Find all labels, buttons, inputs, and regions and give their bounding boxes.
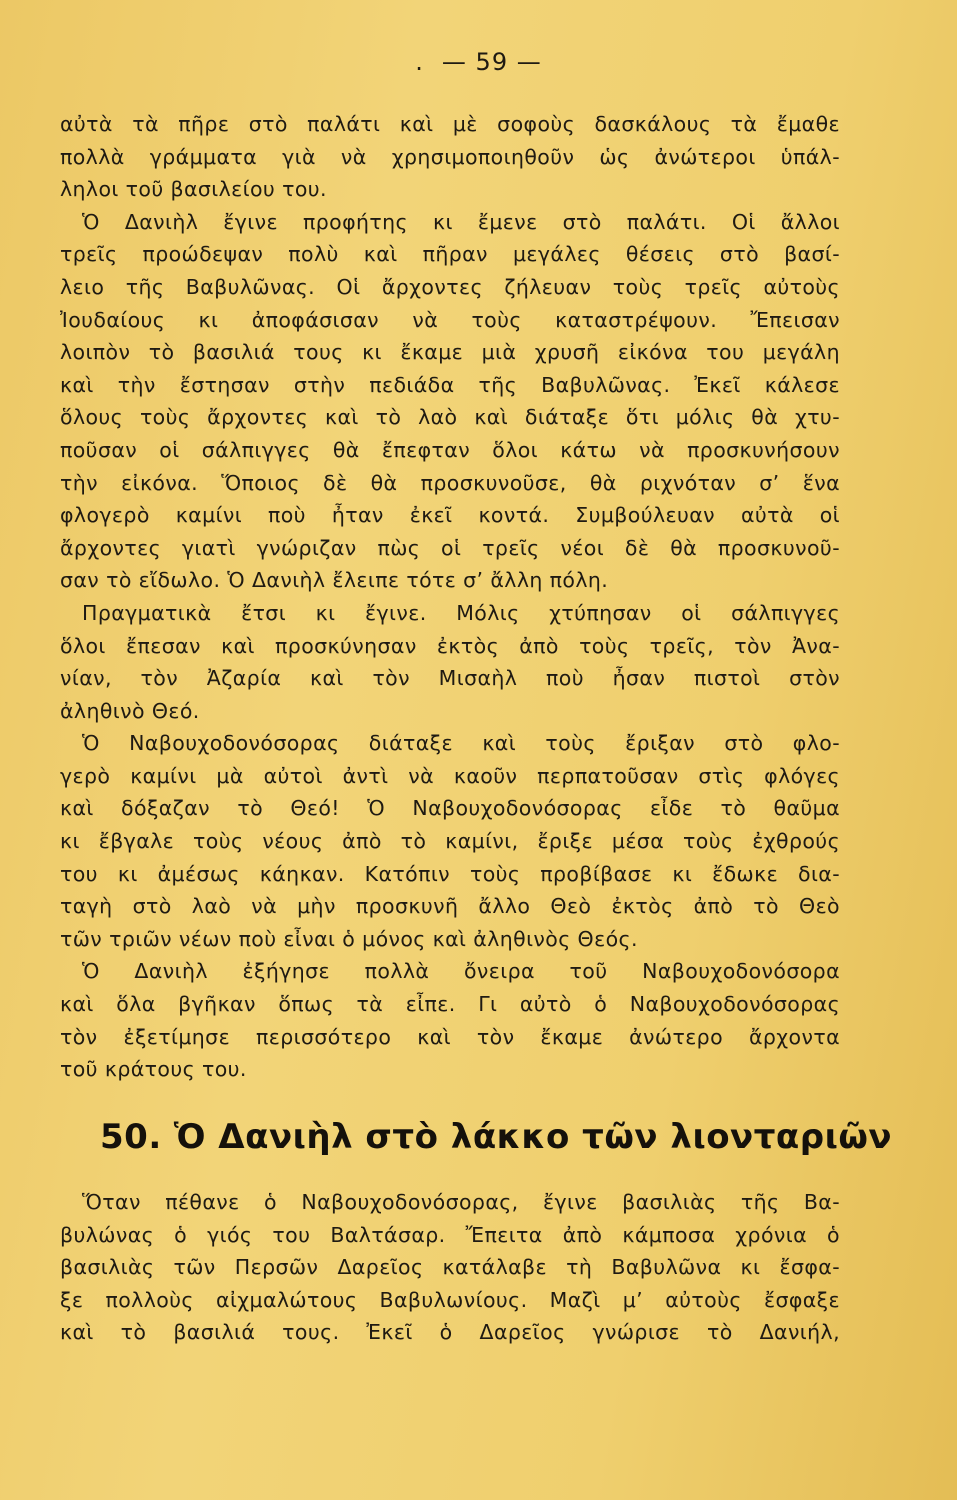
text-line: τῶν τριῶν νέων ποὺ εἶναι ὁ μόνος καὶ ἀληθινὸς Θεός. [60,926,638,951]
section-text [60,1186,840,1349]
text-line: Ὁ Δανιὴλ ἔγινε προφήτης κι ἔμενε στὸ παλάτι. Οἱ ἄλλοι [82,209,840,234]
paragraph [60,597,840,727]
text-line: αὐτὰ τὰ πῆρε στὸ παλάτι καὶ μὲ σοφοὺς δασκάλους τὰ ἔμαθε [60,112,840,136]
text-line: σαν τὸ εἴδωλο. Ὁ Δανιὴλ ἔλειπε τότε σ’ ἄλλη πόλη. [60,568,609,593]
paragraph [60,108,840,206]
paragraph [60,1186,840,1349]
text-line: νίαν, τὸν Ἀζαρία καὶ τὸν Μισαὴλ ποὺ ἦσαν πιστοὶ στὸν [60,666,840,691]
text-line: βασιλιὰς τῶν Περσῶν Δαρεῖος κατάλαβε τὴ Βαβυλῶνα κι ἔσφα- [60,1255,840,1280]
section-number: 50. [100,1117,162,1157]
text-line: καὶ τὸ βασιλιά τους. Ἐκεῖ ὁ Δαρεῖος γνώρισε τὸ Δανιήλ, [60,1320,840,1345]
main-text [60,108,840,1086]
text-line: καὶ τὴν ἔστησαν στὴν πεδιάδα τῆς Βαβυλῶνας. Ἐκεῖ κάλεσε [60,372,840,397]
text-line: ξε πολλοὺς αἰχμαλώτους Βαβυλωνίους. Μαζὶ μ’ αὐτοὺς ἔσφαξε [60,1287,840,1312]
text-line: ποῦσαν οἱ σάλπιγγες θὰ ἔπεφταν ὅλοι κάτω νὰ προσκυνήσουν [60,437,840,462]
text-line: τρεῖς προώδεψαν πολὺ καὶ πῆραν μεγάλες θέσεις στὸ βασί- [60,242,840,267]
text-line: καὶ δόξαζαν τὸ Θεό! Ὁ Ναβουχοδονόσορας εἶδε τὸ θαῦμα [60,796,840,821]
text-line: Ὁ Ναβουχοδονόσορας διάταξε καὶ τοὺς ἔριξαν στὸ φλο- [82,731,840,756]
text-line: ἄρχοντες γιατὶ γνώριζαν πὼς οἱ τρεῖς νέοι δὲ θὰ προσκυνοῦ- [60,535,840,560]
page-mark: . [415,48,424,76]
text-line: Ὁ Δανιὴλ ἐξήγησε πολλὰ ὄνειρα τοῦ Ναβουχοδονόσορα [82,959,840,984]
text-line: τὸν ἐξετίμησε περισσότερο καὶ τὸν ἔκαμε ἀνώτερο ἄρχοντα [60,1024,840,1049]
text-line: τοῦ κράτους του. [60,1057,247,1082]
text-line: φλογερὸ καμίνι ποὺ ἦταν ἐκεῖ κοντά. Συμβούλευαν αὐτὰ οἱ [60,503,840,528]
text-line: ἀληθινὸ Θεό. [60,698,200,723]
text-line: του κι ἀμέσως κάηκαν. Κατόπιν τοὺς προβίβασε κι ἔδωκε δια- [60,861,840,886]
text-line: ὅλοι ἔπεσαν καὶ προσκύνησαν ἐκτὸς ἀπὸ τοὺς τρεῖς, τὸν Ἀνα- [60,633,840,658]
paragraph [60,955,840,1085]
page-number-text: — 59 — [441,48,542,76]
paragraph [60,727,840,955]
page-number [0,48,957,76]
section-heading [100,1117,893,1157]
text-line: κι ἔβγαλε τοὺς νέους ἀπὸ τὸ καμίνι, ἔριξε μέσα τοὺς ἐχθρούς [60,829,840,854]
text-line: Ὅταν πέθανε ὁ Ναβουχοδονόσορας, ἔγινε βασιλιὰς τῆς Βα- [82,1190,840,1214]
text-line: βυλώνας ὁ γιός του Βαλτάσαρ. Ἔπειτα ἀπὸ κάμποσα χρόνια ὁ [60,1222,840,1247]
section-title: Ὁ Δανιὴλ στὸ λάκκο τῶν λιονταριῶν [173,1117,893,1157]
text-line: λοιπὸν τὸ βασιλιά τους κι ἔκαμε μιὰ χρυσῆ εἰκόνα του μεγάλη [60,340,840,365]
text-line: ὅλους τοὺς ἄρχοντες καὶ τὸ λαὸ καὶ διάταξε ὅτι μόλις θὰ χτυ- [60,405,840,430]
text-line: πολλὰ γράμματα γιὰ νὰ χρησιμοποιηθοῦν ὡς ἀνώτεροι ὑπάλ- [60,144,840,169]
text-line: Ἰουδαίους κι ἀποφάσισαν νὰ τοὺς καταστρέψουν. Ἔπεισαν [60,307,840,332]
text-line: γερὸ καμίνι μὰ αὐτοὶ ἀντὶ νὰ καοῦν περπατοῦσαν στὶς φλόγες [60,763,840,788]
text-line: ταγὴ στὸ λαὸ νὰ μὴν προσκυνῆ ἄλλο Θεὸ ἐκτὸς ἀπὸ τὸ Θεὸ [60,894,840,919]
text-line: καὶ ὅλα βγῆκαν ὅπως τὰ εἶπε. Γι αὐτὸ ὁ Ναβουχοδονόσορας [60,992,840,1017]
paragraph [60,206,840,597]
text-line: ληλοι τοῦ βασιλείου του. [60,177,327,202]
text-line: τὴν εἰκόνα. Ὅποιος δὲ θὰ προσκυνοῦσε, θὰ ριχνόταν σ’ ἕνα [60,470,840,495]
text-line: Πραγματικὰ ἔτσι κι ἔγινε. Μόλις χτύπησαν οἱ σάλπιγγες [82,600,840,625]
text-line: λειο τῆς Βαβυλῶνας. Οἱ ἄρχοντες ζήλευαν τοὺς τρεῖς αὐτοὺς [60,274,840,299]
